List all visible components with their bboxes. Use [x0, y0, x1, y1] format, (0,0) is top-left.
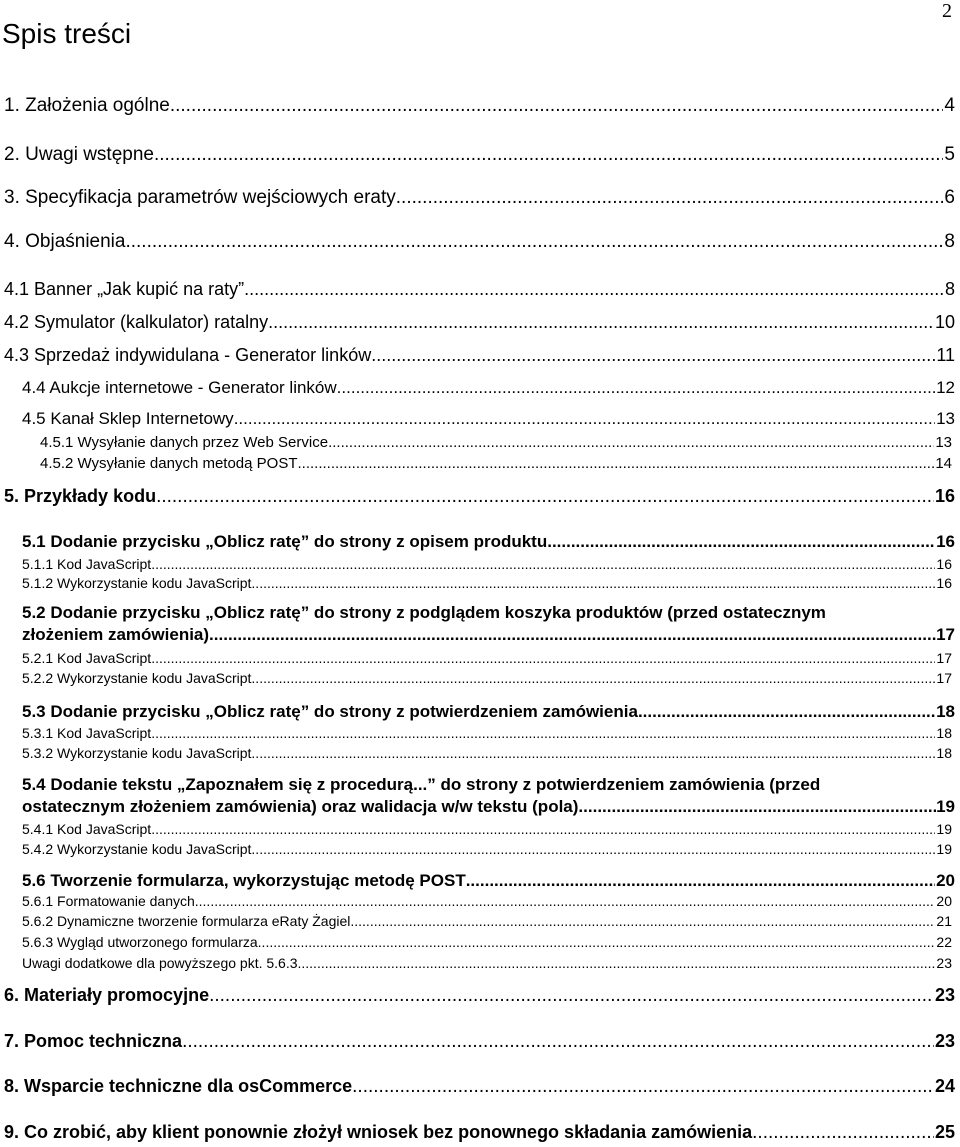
toc-entry-9[interactable]: 9. Co zrobić, aby klient ponownie złożył wniosek bez ponownego składania zamówienia ..... 25 — [4, 1122, 955, 1144]
toc-entry-5-6-4[interactable]: Uwagi dodatkowe dla powyższego pkt. 5.6.3. ..... 23 — [22, 955, 952, 971]
toc-entry-5[interactable]: 5. Przykłady kodu ..... 16 — [4, 486, 955, 508]
toc-entry-2[interactable]: 2. Uwagi wstępne ..... 5 — [4, 144, 955, 166]
toc-entry-5-1[interactable]: 5.1 Dodanie przycisku „Oblicz ratę” do strony z opisem produktu ..... 16 — [22, 532, 955, 552]
toc-entry-1[interactable]: 1. Założenia ogólne ..... 4 — [4, 95, 955, 117]
toc-entry-5-3-1[interactable]: 5.3.1 Kod JavaScript ..... 18 — [22, 725, 952, 741]
toc-entry-5-1-1[interactable]: 5.1.1 Kod JavaScript ..... 16 — [22, 556, 952, 572]
toc-entry-5-1-2[interactable]: 5.1.2 Wykorzystanie kodu JavaScript ..... 16 — [22, 575, 952, 591]
toc-entry-3[interactable]: 3. Specyfikacja parametrów wejściowych eraty ..... 6 — [4, 187, 955, 209]
toc-entry-8[interactable]: 8. Wsparcie techniczne dla osCommerce ..... 24 — [4, 1076, 955, 1098]
toc-entry-4-1[interactable]: 4.1 Banner „Jak kupić na raty” ..... 8 — [4, 279, 955, 300]
toc-entry-5-6-1[interactable]: 5.6.1 Formatowanie danych ..... 20 — [22, 893, 952, 909]
toc-entry-4-2[interactable]: 4.2 Symulator (kalkulator) ratalny ..... 10 — [4, 312, 955, 333]
toc-entry-5-2-2[interactable]: 5.2.2 Wykorzystanie kodu JavaScript ..... 17 — [22, 670, 952, 686]
toc-entry-5-3-2[interactable]: 5.3.2 Wykorzystanie kodu JavaScript ..... 18 — [22, 745, 952, 761]
toc-entry-4-5[interactable]: 4.5 Kanał Sklep Internetowy ..... 13 — [22, 409, 955, 429]
toc-entry-7[interactable]: 7. Pomoc techniczna ..... 23 — [4, 1031, 955, 1053]
toc-entry-5-4-1[interactable]: 5.4.1 Kod JavaScript ..... 19 — [22, 821, 952, 837]
toc-entry-5-6-3[interactable]: 5.6.3 Wygląd utworzonego formularza ..... 22 — [22, 934, 952, 950]
toc-entry-5-3[interactable]: 5.3 Dodanie przycisku „Oblicz ratę” do strony z potwierdzeniem zamówienia ..... 18 — [22, 702, 955, 722]
toc-entry-4-3[interactable]: 4.3 Sprzedaż indywidulana - Generator linków ..... 11 — [4, 345, 955, 366]
toc-entry-4-5-1[interactable]: 4.5.1 Wysyłanie danych przez Web Service ..... 13 — [40, 434, 952, 451]
toc-entry-4-4[interactable]: 4.4 Aukcje internetowe - Generator linków ..... 12 — [22, 378, 955, 398]
toc-entry-5-2-1[interactable]: 5.2.1 Kod JavaScript ..... 17 — [22, 650, 952, 666]
toc-title: Spis treści — [2, 18, 132, 49]
toc-entry-4-5-2[interactable]: 4.5.2 Wysyłanie danych metodą POST ..... 14 — [40, 455, 952, 472]
toc-entry-5-6[interactable]: 5.6 Tworzenie formularza, wykorzystując metodę POST ..... 20 — [22, 871, 955, 891]
toc-entry-5-2[interactable]: 5.2 Dodanie przycisku „Oblicz ratę” do strony z podglądem koszyka produktów (przed ostatecznym złożeniem zamówienia) ..... 17 — [22, 602, 955, 646]
toc-entry-6[interactable]: 6. Materiały promocyjne ..... 23 — [4, 985, 955, 1007]
toc-entry-5-4[interactable]: 5.4 Dodanie tekstu „Zapoznałem się z procedurą...” do strony z potwierdzeniem zamówienia (przed ostatecznym złożeniem zamówienia) oraz walidacja w/w tekstu (pola) ..... 19 — [22, 774, 955, 818]
toc-entry-4[interactable]: 4. Objaśnienia ..... 8 — [4, 231, 955, 253]
toc-entry-5-4-2[interactable]: 5.4.2 Wykorzystanie kodu JavaScript ..... 19 — [22, 841, 952, 857]
page-number: 2 — [942, 0, 952, 22]
toc-entry-5-6-2[interactable]: 5.6.2 Dynamiczne tworzenie formularza eRaty Żagiel ..... 21 — [22, 913, 952, 929]
